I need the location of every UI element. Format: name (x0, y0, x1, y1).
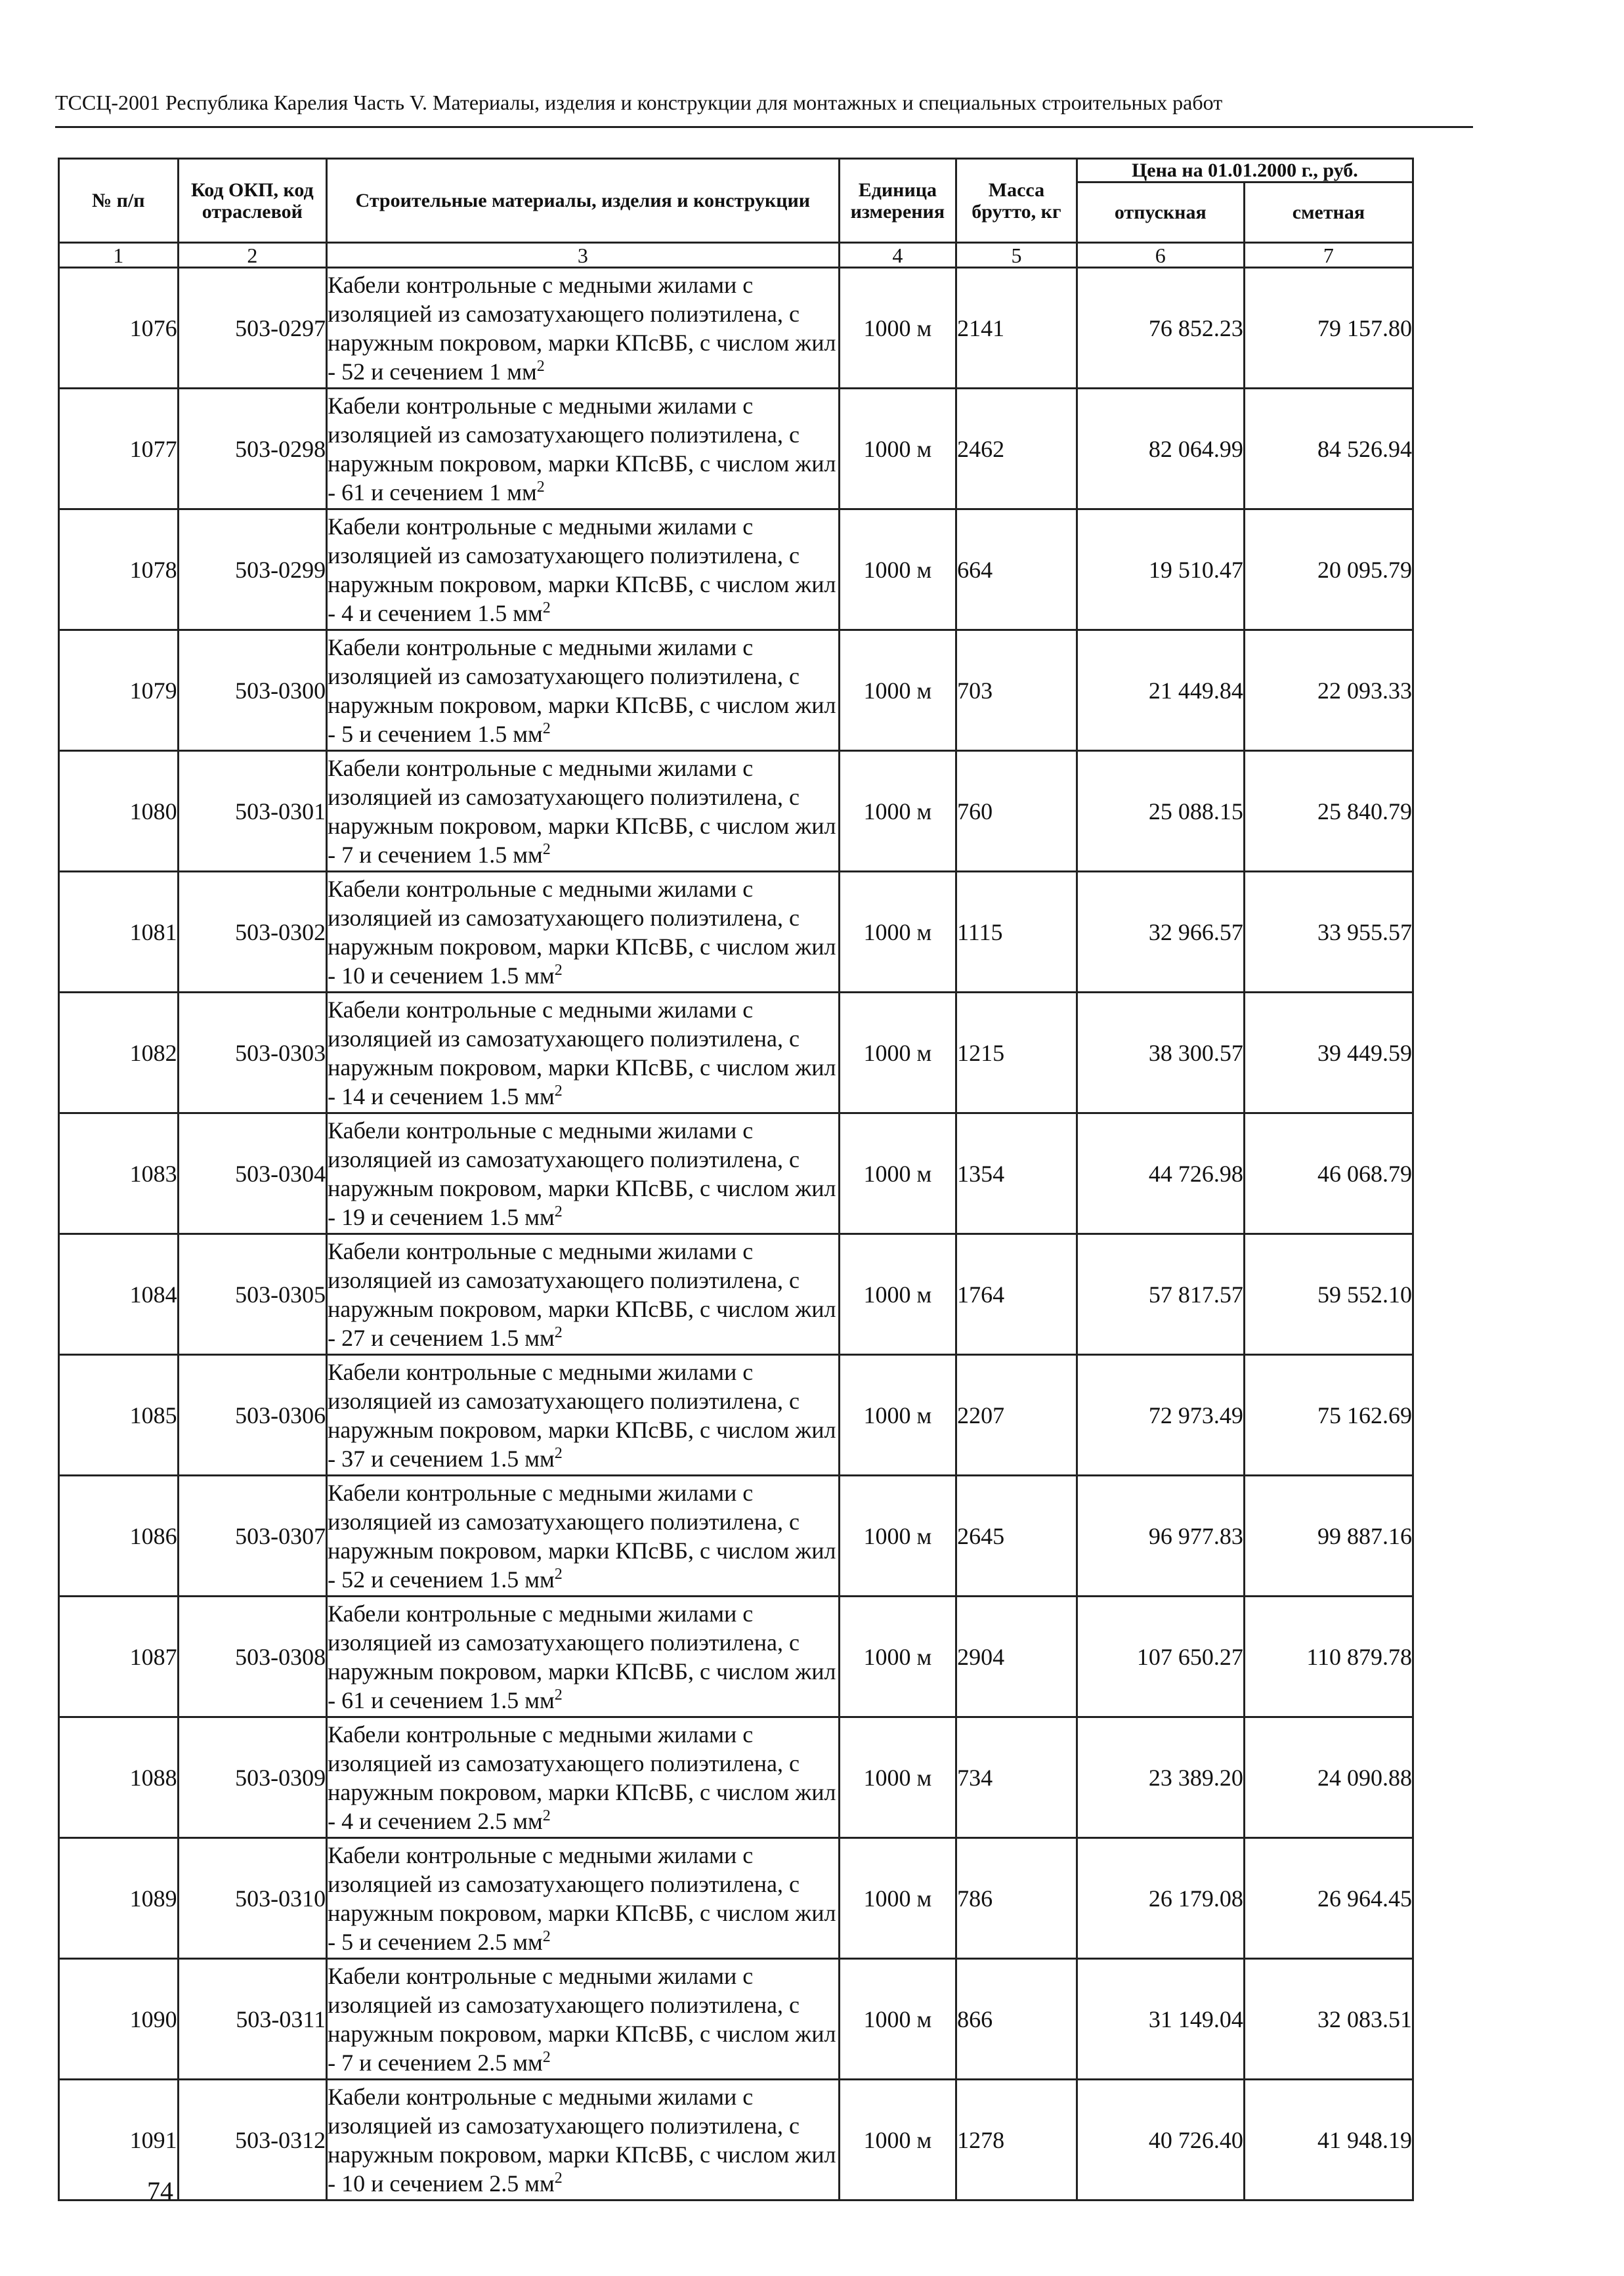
material-description (327, 630, 840, 751)
release-price: 38 300.57 (1077, 993, 1244, 1113)
table-row (59, 2080, 1413, 2201)
release-price: 25 088.15 (1077, 751, 1244, 872)
estimate-price: 41 948.19 (1244, 2080, 1413, 2201)
superscript-squared: 2 (554, 1686, 563, 1704)
unit-of-measure: 1000 м (839, 1717, 956, 1838)
table-row (59, 509, 1413, 630)
okp-code: 503-0301 (178, 751, 326, 872)
estimate-price: 25 840.79 (1244, 751, 1413, 872)
gross-mass: 760 (956, 751, 1077, 872)
estimate-price: 33 955.57 (1244, 872, 1413, 993)
release-price: 40 726.40 (1077, 2080, 1244, 2201)
header-divider (55, 126, 1473, 128)
unit-of-measure: 1000 м (839, 993, 956, 1113)
page-number: 74 (147, 2176, 173, 2206)
unit-of-measure: 1000 м (839, 2080, 956, 2201)
estimate-price: 22 093.33 (1244, 630, 1413, 751)
col-header-price-estimate: сметная (1244, 183, 1413, 243)
col-number: 7 (1244, 243, 1413, 268)
unit-of-measure: 1000 м (839, 1234, 956, 1355)
col-header-mass: Масса брутто, кг (956, 159, 1077, 243)
superscript-squared: 2 (542, 840, 551, 858)
row-number: 1084 (59, 1234, 179, 1355)
material-description (327, 2080, 840, 2201)
superscript-squared: 2 (542, 1807, 551, 1824)
material-description (327, 1355, 840, 1476)
col-number: 5 (956, 243, 1077, 268)
row-number: 1078 (59, 509, 179, 630)
superscript-squared: 2 (554, 961, 563, 979)
page-header: ТССЦ-2001 Республика Карелия Часть V. Материалы, изделия и конструкции для монтажных и специальных строительных работ (55, 91, 1223, 114)
okp-code: 503-0299 (178, 509, 326, 630)
release-price: 82 064.99 (1077, 389, 1244, 509)
estimate-price: 39 449.59 (1244, 993, 1413, 1113)
col-number: 4 (839, 243, 956, 268)
release-price: 44 726.98 (1077, 1113, 1244, 1234)
description-text: Кабели контрольные с медными жилами с изоляцией из самозатухающего полиэтилена, с наружным покровом, марки КПсВБ, с числом жил - 10 и сечением 1.5 мм (328, 875, 836, 989)
row-number: 1089 (59, 1838, 179, 1959)
release-price: 32 966.57 (1077, 872, 1244, 993)
release-price: 31 149.04 (1077, 1959, 1244, 2080)
unit-of-measure: 1000 м (839, 872, 956, 993)
unit-of-measure: 1000 м (839, 389, 956, 509)
row-number: 1091 (59, 2080, 179, 2201)
release-price: 23 389.20 (1077, 1717, 1244, 1838)
material-description (327, 1838, 840, 1959)
price-table (58, 158, 1414, 2201)
material-description (327, 389, 840, 509)
table-body (59, 268, 1413, 2201)
col-number: 1 (59, 243, 179, 268)
okp-code: 503-0307 (178, 1476, 326, 1597)
col-header-desc: Строительные материалы, изделия и конструкции (327, 159, 840, 243)
col-header-code: Код ОКП, код отраслевой (178, 159, 326, 243)
gross-mass: 2904 (956, 1597, 1077, 1717)
superscript-squared: 2 (554, 1323, 563, 1341)
col-header-price-group: Цена на 01.01.2000 г., руб. (1077, 159, 1413, 183)
okp-code: 503-0298 (178, 389, 326, 509)
row-number: 1083 (59, 1113, 179, 1234)
unit-of-measure: 1000 м (839, 751, 956, 872)
row-number: 1086 (59, 1476, 179, 1597)
col-header-num: № п/п (59, 159, 179, 243)
row-number: 1087 (59, 1597, 179, 1717)
description-text: Кабели контрольные с медными жилами с изоляцией из самозатухающего полиэтилена, с наружным покровом, марки КПсВБ, с числом жил - 61 и сечением 1.5 мм (328, 1600, 836, 1713)
description-text: Кабели контрольные с медными жилами с изоляцией из самозатухающего полиэтилена, с наружным покровом, марки КПсВБ, с числом жил - 61 и сечением 1 мм (328, 392, 836, 505)
table-row (59, 1355, 1413, 1476)
okp-code: 503-0312 (178, 2080, 326, 2201)
estimate-price: 20 095.79 (1244, 509, 1413, 630)
row-number: 1077 (59, 389, 179, 509)
table-row (59, 1959, 1413, 2080)
estimate-price: 32 083.51 (1244, 1959, 1413, 2080)
estimate-price: 59 552.10 (1244, 1234, 1413, 1355)
okp-code: 503-0297 (178, 268, 326, 389)
description-text: Кабели контрольные с медными жилами с изоляцией из самозатухающего полиэтилена, с наружным покровом, марки КПсВБ, с числом жил - 52 и сечением 1 мм (328, 271, 836, 385)
release-price: 19 510.47 (1077, 509, 1244, 630)
row-number: 1081 (59, 872, 179, 993)
estimate-price: 84 526.94 (1244, 389, 1413, 509)
table-row (59, 268, 1413, 389)
row-number: 1079 (59, 630, 179, 751)
gross-mass: 866 (956, 1959, 1077, 2080)
material-description (327, 509, 840, 630)
material-description (327, 1959, 840, 2080)
superscript-squared: 2 (536, 357, 545, 375)
unit-of-measure: 1000 м (839, 630, 956, 751)
release-price: 26 179.08 (1077, 1838, 1244, 1959)
description-text: Кабели контрольные с медными жилами с изоляцией из самозатухающего полиэтилена, с наружным покровом, марки КПсВБ, с числом жил - 19 и сечением 1.5 мм (328, 1117, 836, 1230)
gross-mass: 2462 (956, 389, 1077, 509)
col-number: 2 (178, 243, 326, 268)
table-row (59, 1234, 1413, 1355)
gross-mass: 1215 (956, 993, 1077, 1113)
gross-mass: 1278 (956, 2080, 1077, 2201)
estimate-price: 46 068.79 (1244, 1113, 1413, 1234)
row-number: 1090 (59, 1959, 179, 2080)
release-price: 21 449.84 (1077, 630, 1244, 751)
superscript-squared: 2 (536, 478, 545, 496)
superscript-squared: 2 (554, 1082, 563, 1100)
table-row (59, 630, 1413, 751)
estimate-price: 26 964.45 (1244, 1838, 1413, 1959)
table-row (59, 1597, 1413, 1717)
superscript-squared: 2 (542, 599, 551, 616)
col-number: 3 (327, 243, 840, 268)
superscript-squared: 2 (542, 1927, 551, 1945)
row-number: 1076 (59, 268, 179, 389)
material-description (327, 751, 840, 872)
okp-code: 503-0303 (178, 993, 326, 1113)
okp-code: 503-0306 (178, 1355, 326, 1476)
description-text: Кабели контрольные с медными жилами с изоляцией из самозатухающего полиэтилена, с наружным покровом, марки КПсВБ, с числом жил - 7 и сечением 1.5 мм (328, 754, 836, 868)
release-price: 57 817.57 (1077, 1234, 1244, 1355)
table-row (59, 872, 1413, 993)
table-row (59, 1838, 1413, 1959)
gross-mass: 2207 (956, 1355, 1077, 1476)
description-text: Кабели контрольные с медными жилами с изоляцией из самозатухающего полиэтилена, с наружным покровом, марки КПсВБ, с числом жил - 52 и сечением 1.5 мм (328, 1479, 836, 1593)
col-number: 6 (1077, 243, 1244, 268)
description-text: Кабели контрольные с медными жилами с изоляцией из самозатухающего полиэтилена, с наружным покровом, марки КПсВБ, с числом жил - 7 и сечением 2.5 мм (328, 1962, 836, 2076)
release-price: 76 852.23 (1077, 268, 1244, 389)
unit-of-measure: 1000 м (839, 509, 956, 630)
estimate-price: 79 157.80 (1244, 268, 1413, 389)
row-number: 1080 (59, 751, 179, 872)
gross-mass: 664 (956, 509, 1077, 630)
description-text: Кабели контрольные с медными жилами с изоляцией из самозатухающего полиэтилена, с наружным покровом, марки КПсВБ, с числом жил - 4 и сечением 2.5 мм (328, 1721, 836, 1834)
material-description (327, 1113, 840, 1234)
description-text: Кабели контрольные с медными жилами с изоляцией из самозатухающего полиэтилена, с наружным покровом, марки КПсВБ, с числом жил - 10 и сечением 2.5 мм (328, 2083, 836, 2197)
superscript-squared: 2 (554, 1444, 563, 1462)
okp-code: 503-0304 (178, 1113, 326, 1234)
superscript-squared: 2 (542, 719, 551, 737)
superscript-squared: 2 (554, 1203, 563, 1220)
description-text: Кабели контрольные с медными жилами с изоляцией из самозатухающего полиэтилена, с наружным покровом, марки КПсВБ, с числом жил - 14 и сечением 1.5 мм (328, 996, 836, 1109)
gross-mass: 703 (956, 630, 1077, 751)
description-text: Кабели контрольные с медными жилами с изоляцией из самозатухающего полиэтилена, с наружным покровом, марки КПсВБ, с числом жил - 5 и сечением 1.5 мм (328, 633, 836, 747)
table-row (59, 1113, 1413, 1234)
table-row (59, 1717, 1413, 1838)
estimate-price: 75 162.69 (1244, 1355, 1413, 1476)
estimate-price: 110 879.78 (1244, 1597, 1413, 1717)
gross-mass: 786 (956, 1838, 1077, 1959)
table-row (59, 751, 1413, 872)
material-description (327, 993, 840, 1113)
okp-code: 503-0308 (178, 1597, 326, 1717)
okp-code: 503-0309 (178, 1717, 326, 1838)
okp-code: 503-0300 (178, 630, 326, 751)
description-text: Кабели контрольные с медными жилами с изоляцией из самозатухающего полиэтилена, с наружным покровом, марки КПсВБ, с числом жил - 5 и сечением 2.5 мм (328, 1841, 836, 1955)
estimate-price: 24 090.88 (1244, 1717, 1413, 1838)
superscript-squared: 2 (554, 2169, 563, 2187)
unit-of-measure: 1000 м (839, 1597, 956, 1717)
okp-code: 503-0305 (178, 1234, 326, 1355)
col-header-price-release: отпускная (1077, 183, 1244, 243)
okp-code: 503-0311 (178, 1959, 326, 2080)
material-description (327, 872, 840, 993)
material-description (327, 1476, 840, 1597)
release-price: 72 973.49 (1077, 1355, 1244, 1476)
material-description (327, 1597, 840, 1717)
row-number: 1082 (59, 993, 179, 1113)
material-description (327, 268, 840, 389)
unit-of-measure: 1000 м (839, 1959, 956, 2080)
release-price: 107 650.27 (1077, 1597, 1244, 1717)
description-text: Кабели контрольные с медными жилами с изоляцией из самозатухающего полиэтилена, с наружным покровом, марки КПсВБ, с числом жил - 37 и сечением 1.5 мм (328, 1358, 836, 1472)
row-number: 1085 (59, 1355, 179, 1476)
unit-of-measure: 1000 м (839, 268, 956, 389)
unit-of-measure: 1000 м (839, 1113, 956, 1234)
unit-of-measure: 1000 м (839, 1355, 956, 1476)
description-text: Кабели контрольные с медными жилами с изоляцией из самозатухающего полиэтилена, с наружным покровом, марки КПсВБ, с числом жил - 27 и сечением 1.5 мм (328, 1237, 836, 1351)
table-row (59, 389, 1413, 509)
unit-of-measure: 1000 м (839, 1838, 956, 1959)
row-number: 1088 (59, 1717, 179, 1838)
description-text: Кабели контрольные с медными жилами с изоляцией из самозатухающего полиэтилена, с наружным покровом, марки КПсВБ, с числом жил - 4 и сечением 1.5 мм (328, 513, 836, 626)
table-row (59, 1476, 1413, 1597)
material-description (327, 1717, 840, 1838)
unit-of-measure: 1000 м (839, 1476, 956, 1597)
superscript-squared: 2 (542, 2048, 551, 2066)
estimate-price: 99 887.16 (1244, 1476, 1413, 1597)
col-header-unit: Единица измерения (839, 159, 956, 243)
gross-mass: 2141 (956, 268, 1077, 389)
gross-mass: 2645 (956, 1476, 1077, 1597)
gross-mass: 1764 (956, 1234, 1077, 1355)
gross-mass: 1354 (956, 1113, 1077, 1234)
superscript-squared: 2 (554, 1565, 563, 1583)
material-description (327, 1234, 840, 1355)
gross-mass: 734 (956, 1717, 1077, 1838)
okp-code: 503-0302 (178, 872, 326, 993)
okp-code: 503-0310 (178, 1838, 326, 1959)
release-price: 96 977.83 (1077, 1476, 1244, 1597)
table-row (59, 993, 1413, 1113)
gross-mass: 1115 (956, 872, 1077, 993)
